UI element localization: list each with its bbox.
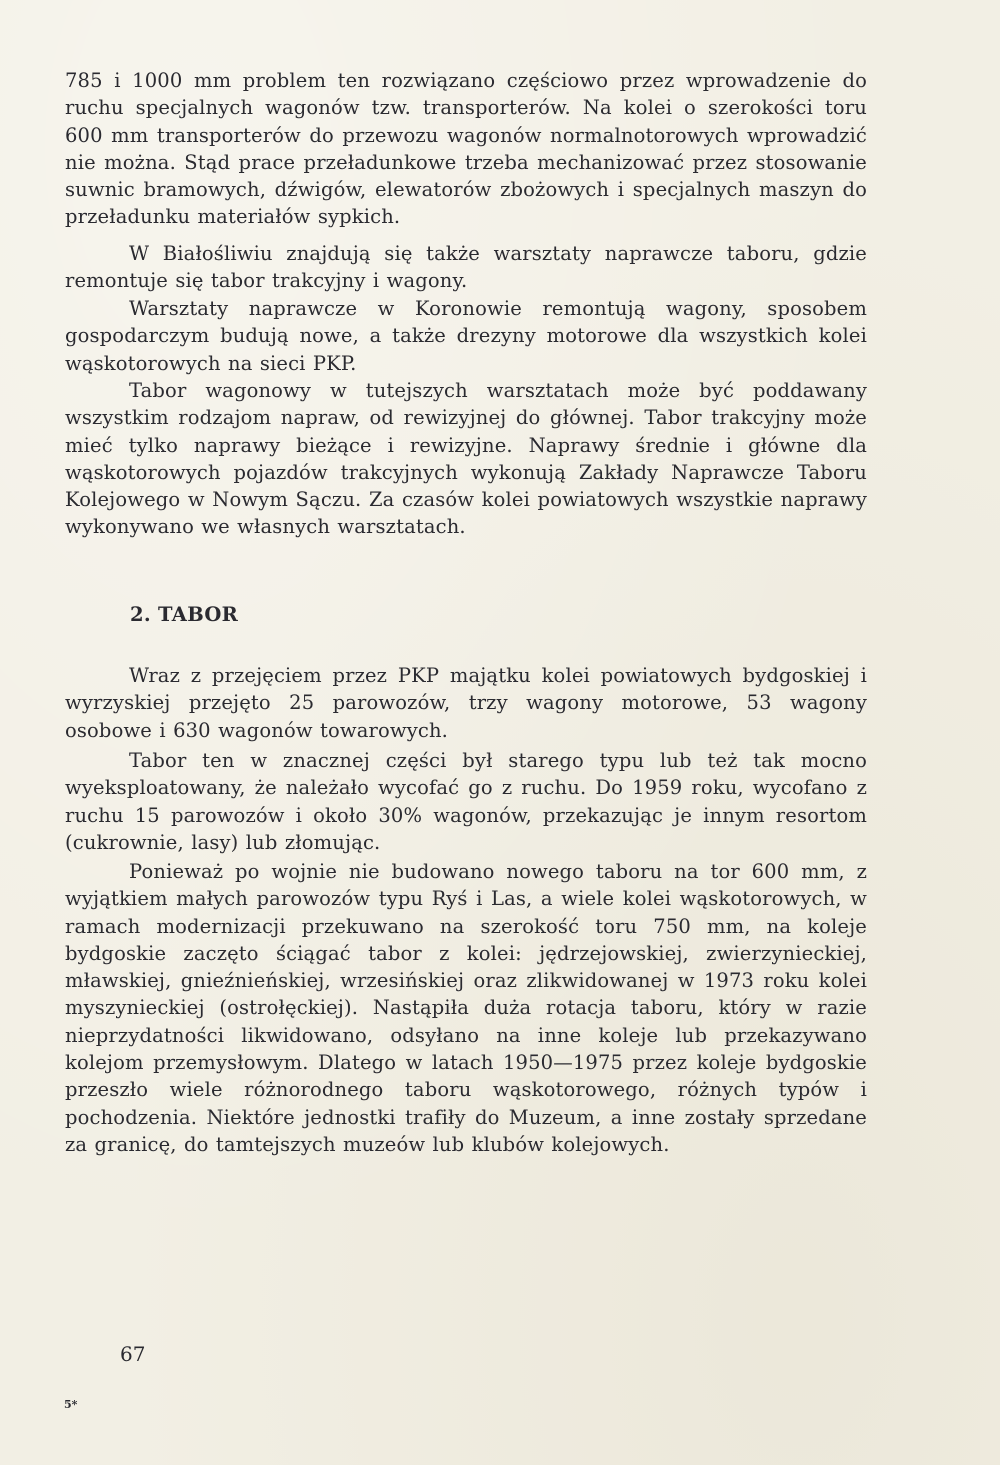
paragraph-takeover: Wraz z przejęciem przez PKP majątku kolei powiatowych bydgoskiej i wyrzyskiej przejęto 25 parowozów, trzy wagony motorowe, 53 wagony osobowe i 630 wagonów towarowych. bbox=[65, 664, 867, 742]
section-heading: 2. TABOR bbox=[130, 603, 239, 626]
paragraph-wagon-repairs: Tabor wagonowy w tutejszych warsztatach może być poddawany wszystkim rodzajom napraw, od rewizyjnej do głównej. Tabor trakcyjny może mieć tylko naprawy bieżące i rewizyjne. Naprawy średnie i główne dla wąskotorowych pojazdów trakcyjnych wykonują Zakłady Naprawcze Taboru Kolejowego w Nowym Sączu. Za czasów kolei powiatowych wszystkie naprawy wykonywano we własnych warsztatach. bbox=[65, 379, 867, 539]
paragraph-continuation-transporters: 785 i 1000 mm problem ten rozwiązano częściowo przez wprowadzenie do ruchu specjalnych wagonów tzw. transporterów. Na kolei o szerokości toru 600 mm transporterów do przewozu wagonów normalnotorowych wprowadzić nie można. Stąd prace przeładunkowe trzeba mechanizować przez stosowanie suwnic bramowych, dźwigów, elewatorów zbożowych i specjalnych maszyn do przeładunku materiałów sypkich. bbox=[65, 69, 867, 229]
paragraph-koronowo-workshops: Warsztaty naprawcze w Koronowie remontują wagony, sposobem gospodarczym budują nowe, a także drezyny motorowe dla wszystkich kolei wąskotorowych na sieci PKP. bbox=[65, 297, 867, 375]
paragraph-bialosliwie-workshops: W Białośliwiu znajdują się także warsztaty naprawcze taboru, gdzie remontuje się tabor trakcyjny i wagony. bbox=[65, 242, 867, 293]
paragraph-rolling-stock-rotation: Ponieważ po wojnie nie budowano nowego taboru na tor 600 mm, z wyjątkiem małych parowozów typu Ryś i Las, a wiele kolei wąskotorowych, w ramach modernizacji przekuwano na szerokość toru 750 mm, na koleje bydgoskie zaczęto ściągać tabor z kolei: jędrzejowskiej, zwierzynieckiej, mławskiej, gnieźnieńskiej, wrzesińskiej oraz zlikwidowanej w 1973 roku kolei myszynieckiej (ostrołęckiej). Nastąpiła duża rotacja taboru, który w razie nieprzydatności likwidowano, odsyłano na inne koleje lub przekazywano kolejom przemysłowym. Dlatego w latach 1950—1975 przez koleje bydgoskie przeszło wiele różnorodnego taboru wąskotorowego, różnych typów i pochodzenia. Niektóre jednostki trafiły do Muzeum, a inne zostały sprzedane za granicę, do tamtejszych muzeów lub klubów kolejowych. bbox=[65, 860, 867, 1156]
paragraph-old-rolling-stock: Tabor ten w znacznej części był starego typu lub też tak mocno wyeksploatowany, że należało wycofać go z ruchu. Do 1959 roku, wycofano z ruchu 15 parowozów i około 30% wagonów, przekazując je innym resortom (cukrownie, lasy) lub złomując. bbox=[65, 749, 867, 854]
page-number: 67 bbox=[120, 1342, 146, 1366]
signature-mark: 5* bbox=[64, 1398, 78, 1411]
